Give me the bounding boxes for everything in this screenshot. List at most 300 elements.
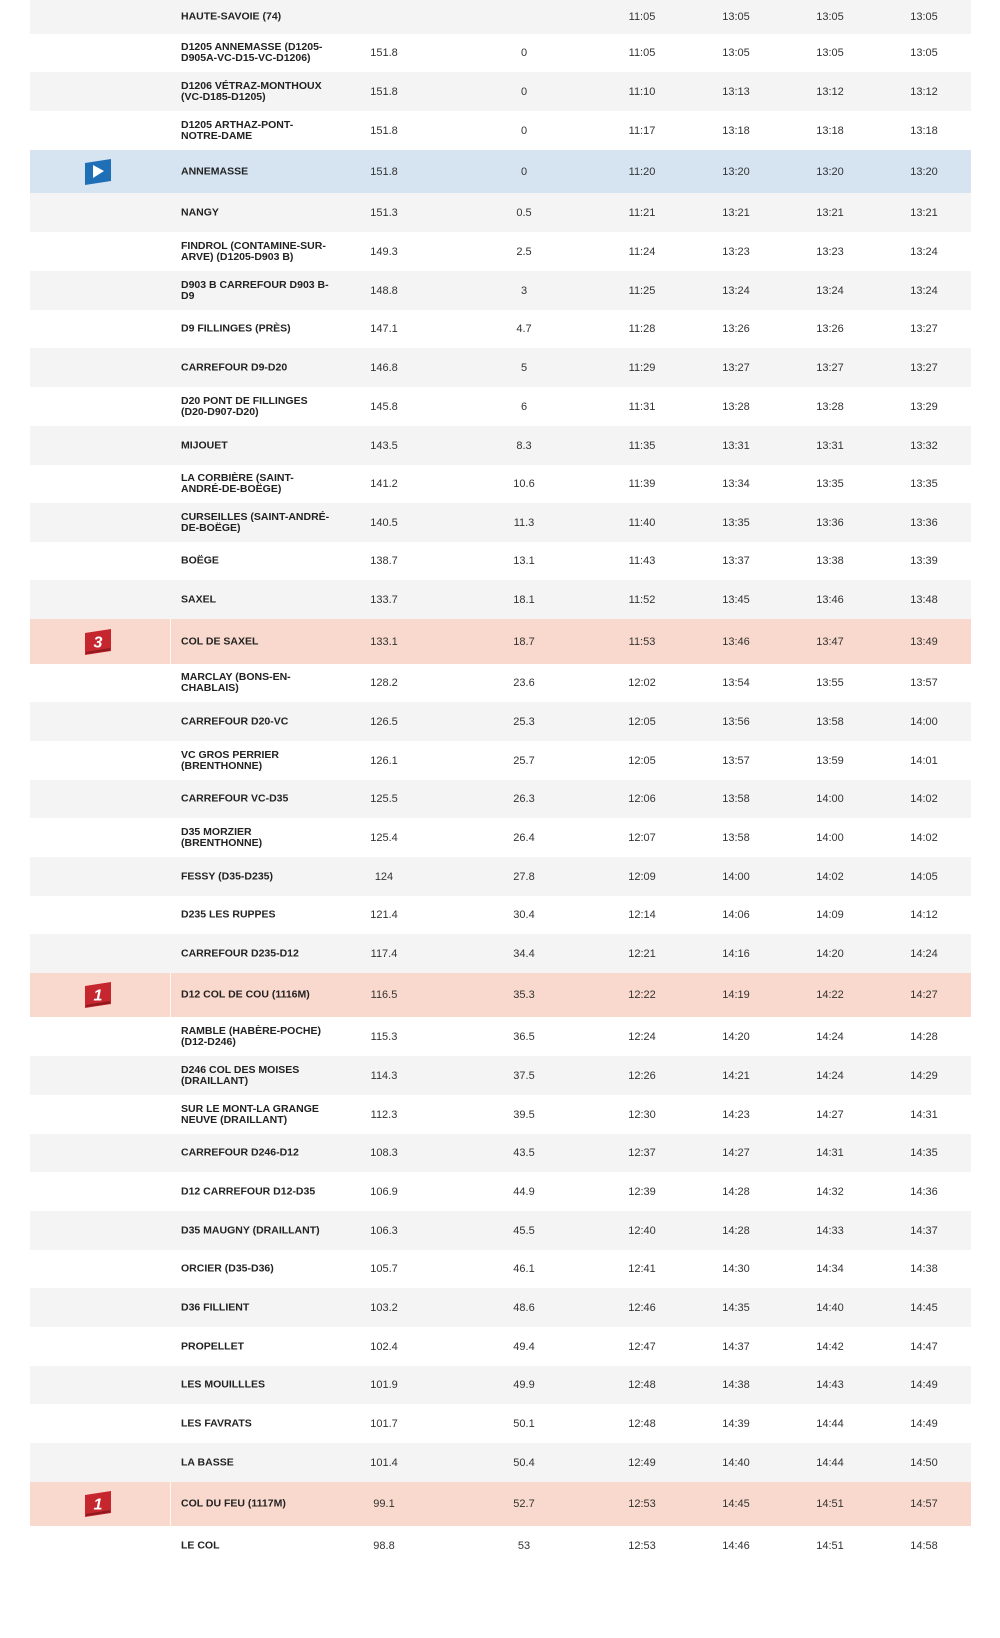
km-covered: 49.4	[513, 1340, 535, 1353]
km-remaining: 126.5	[370, 715, 398, 728]
time-schedule-3: 13:35	[816, 478, 844, 490]
time-schedule-4: 14:45	[910, 1301, 938, 1314]
km-remaining: 99.1	[373, 1498, 395, 1510]
time-schedule-1: 12:41	[628, 1263, 656, 1275]
time-schedule-3: 13:20	[816, 165, 844, 178]
time-schedule-3: 14:20	[816, 947, 844, 960]
km-remaining: 141.2	[370, 478, 398, 490]
table-row	[30, 1404, 971, 1443]
km-covered: 5	[520, 361, 528, 374]
time-schedule-1: 12:48	[628, 1379, 656, 1391]
time-schedule-2: 13:26	[722, 323, 750, 335]
location-name: LA CORBIÈRE (SAINT-ANDRÉ-DE-BOËGE)	[181, 472, 294, 495]
table-row	[30, 72, 971, 111]
time-schedule-3: 13:27	[816, 361, 844, 374]
table-row	[30, 934, 971, 973]
time-schedule-1: 11:10	[628, 85, 656, 98]
location-name: SAXEL	[181, 593, 217, 605]
time-schedule-2: 13:20	[722, 165, 750, 178]
time-schedule-4: 14:28	[910, 1030, 938, 1043]
marker-cell	[30, 818, 170, 857]
location-name: MARCLAY (BONS-EN-CHABLAIS)	[181, 671, 291, 694]
table-row	[30, 1056, 971, 1095]
time-schedule-2: 14:28	[722, 1185, 750, 1198]
time-schedule-1: 12:24	[628, 1030, 656, 1043]
marker-cell	[30, 150, 170, 193]
table-row	[30, 465, 971, 503]
time-schedule-4: 14:58	[910, 1540, 938, 1552]
location-name: ANNEMASSE	[181, 165, 249, 177]
time-schedule-1: 11:25	[628, 284, 656, 297]
time-schedule-2: 13:27	[722, 361, 750, 374]
km-covered: 25.7	[513, 754, 535, 767]
time-schedule-3: 14:02	[816, 870, 844, 883]
marker-cell	[30, 1250, 170, 1288]
time-schedule-3: 14:40	[816, 1301, 844, 1314]
km-covered: 30.4	[513, 909, 535, 921]
km-remaining: 146.8	[370, 361, 398, 374]
km-remaining: 126.1	[370, 754, 398, 767]
km-covered: 50.1	[513, 1417, 535, 1430]
location-name: LA BASSE	[181, 1456, 234, 1468]
time-schedule-4: 13:24	[910, 284, 938, 297]
location-name: PROPELLET	[181, 1340, 245, 1352]
location-name: CURSEILLES (SAINT-ANDRÉ-DE-BOËGE)	[181, 510, 330, 534]
time-schedule-2: 14:23	[722, 1108, 750, 1121]
marker-cell	[30, 619, 171, 664]
km-remaining: 101.9	[370, 1379, 398, 1391]
km-covered: 18.1	[513, 593, 535, 606]
table-row	[30, 741, 971, 780]
time-schedule-2: 14:21	[722, 1069, 750, 1082]
time-schedule-2: 14:35	[722, 1301, 750, 1314]
table-row	[30, 780, 971, 818]
time-schedule-2: 13:28	[722, 400, 750, 413]
time-schedule-4: 13:48	[910, 593, 938, 606]
km-covered: 10.6	[513, 478, 535, 490]
time-schedule-4: 14:31	[910, 1108, 938, 1121]
category-1-climb-icon	[82, 1489, 114, 1519]
time-schedule-4: 14:49	[910, 1379, 938, 1391]
km-remaining: 117.4	[370, 947, 398, 960]
time-schedule-4: 14:35	[910, 1147, 938, 1159]
table-row	[30, 1211, 971, 1250]
time-schedule-4: 13:27	[910, 323, 938, 335]
time-schedule-1: 11:29	[628, 361, 656, 374]
km-remaining: 151.8	[370, 165, 398, 178]
marker-cell	[30, 857, 170, 896]
marker-cell	[30, 271, 170, 310]
time-schedule-2: 13:57	[722, 754, 750, 767]
table-row	[30, 426, 971, 465]
km-remaining: 124	[374, 870, 394, 883]
time-schedule-4: 13:21	[910, 206, 938, 219]
time-schedule-2: 13:21	[722, 206, 750, 219]
table-row	[30, 702, 971, 741]
time-schedule-1: 12:46	[628, 1301, 656, 1314]
time-schedule-1: 12:07	[628, 831, 656, 844]
marker-cell	[30, 1482, 171, 1526]
marker-cell	[30, 111, 170, 150]
time-schedule-4: 13:18	[910, 124, 938, 137]
km-covered: 0.5	[516, 206, 532, 219]
marker-cell	[30, 387, 170, 426]
location-name: CARREFOUR VC-D35	[181, 792, 289, 805]
km-covered: 4.7	[516, 323, 532, 335]
table-row	[30, 232, 971, 271]
location-name: BOËGE	[181, 554, 219, 567]
location-name: D1205 ARTHAZ-PONT-NOTRE-DAME	[181, 118, 294, 142]
location-name: CARREFOUR D9-D20	[181, 361, 288, 373]
marker-cell	[30, 465, 170, 503]
time-schedule-4: 14:01	[910, 754, 938, 767]
km-remaining: 106.9	[370, 1185, 398, 1198]
time-schedule-2: 14:28	[722, 1224, 750, 1237]
km-remaining: 145.8	[370, 400, 398, 413]
time-schedule-1: 11:39	[628, 478, 656, 490]
location-name: D903 B CARREFOUR D903 B-D9	[181, 278, 329, 302]
km-covered: 2.5	[516, 245, 532, 258]
table-row	[30, 193, 971, 232]
time-schedule-3: 14:32	[816, 1185, 844, 1198]
time-schedule-1: 11:43	[628, 555, 656, 567]
time-schedule-4: 14:38	[910, 1263, 938, 1275]
km-covered: 0	[520, 165, 528, 178]
time-schedule-1: 12:37	[628, 1147, 656, 1159]
time-schedule-2: 14:37	[722, 1340, 750, 1353]
km-remaining: 101.7	[370, 1417, 398, 1430]
time-schedule-3: 14:09	[816, 909, 844, 921]
marker-cell	[30, 1017, 170, 1056]
km-covered: 46.1	[513, 1263, 535, 1275]
start-flag-icon	[82, 157, 114, 187]
time-schedule-4: 14:37	[910, 1224, 938, 1237]
time-schedule-1: 11:53	[628, 635, 656, 648]
time-schedule-3: 14:27	[816, 1108, 844, 1121]
time-schedule-3: 13:31	[816, 439, 844, 452]
time-schedule-1: 11:05	[628, 47, 656, 59]
km-remaining: 151.3	[370, 206, 398, 219]
time-schedule-2: 13:31	[722, 439, 750, 452]
table-row	[30, 1327, 971, 1366]
time-schedule-3: 14:00	[816, 793, 844, 805]
km-covered: 26.3	[513, 793, 535, 805]
time-schedule-3: 13:05	[816, 47, 844, 59]
time-schedule-4: 13:39	[910, 555, 938, 567]
marker-cell	[30, 0, 170, 34]
km-covered: 18.7	[513, 635, 535, 648]
time-schedule-1: 12:14	[628, 909, 656, 921]
time-schedule-1: 11:35	[628, 439, 656, 452]
time-schedule-3: 13:46	[816, 593, 844, 606]
time-schedule-3: 13:05	[816, 11, 844, 23]
time-schedule-2: 13:54	[722, 677, 750, 689]
time-schedule-1: 11:17	[628, 124, 656, 137]
time-schedule-1: 12:49	[628, 1456, 656, 1469]
km-covered: 0	[520, 47, 528, 59]
time-schedule-1: 12:22	[628, 989, 656, 1001]
table-row	[30, 580, 971, 619]
time-schedule-3: 13:24	[816, 284, 844, 297]
time-schedule-3: 13:21	[816, 206, 844, 219]
km-covered: 44.9	[513, 1185, 535, 1198]
time-schedule-2: 14:40	[722, 1456, 750, 1469]
km-remaining: 148.8	[370, 284, 398, 297]
category-1-climb-icon	[82, 980, 114, 1010]
location-name: D35 MAUGNY (DRAILLANT)	[181, 1224, 320, 1236]
time-schedule-3: 14:00	[816, 831, 844, 844]
time-schedule-1: 11:28	[628, 323, 656, 335]
table-row	[30, 664, 971, 702]
marker-cell	[30, 1095, 170, 1134]
km-remaining: 151.8	[370, 85, 398, 98]
time-schedule-1: 11:52	[628, 593, 656, 606]
marker-cell	[30, 193, 170, 232]
km-remaining: 112.3	[370, 1108, 398, 1121]
km-covered: 53	[517, 1540, 531, 1552]
time-schedule-4: 13:27	[910, 361, 938, 374]
time-schedule-4: 14:57	[910, 1498, 938, 1510]
marker-cell	[30, 34, 170, 72]
time-schedule-3: 14:42	[816, 1340, 844, 1353]
marker-cell	[30, 72, 170, 111]
location-name: FINDROL (CONTAMINE-SUR-ARVE) (D1205-D903 B)	[181, 239, 326, 263]
time-schedule-4: 14:02	[910, 831, 938, 844]
km-remaining: 140.5	[370, 516, 398, 529]
time-schedule-1: 12:53	[628, 1498, 656, 1510]
time-schedule-1: 11:40	[628, 516, 656, 529]
table-row	[30, 150, 971, 193]
time-schedule-2: 14:06	[722, 909, 750, 921]
km-covered: 23.6	[513, 677, 535, 689]
climb-category: 1	[93, 1496, 103, 1514]
time-schedule-2: 13:18	[722, 124, 750, 137]
km-remaining: 103.2	[370, 1301, 398, 1314]
time-schedule-2: 14:16	[722, 947, 750, 960]
marker-cell	[30, 1327, 170, 1366]
marker-cell	[30, 973, 171, 1017]
time-schedule-3: 14:44	[816, 1417, 844, 1430]
km-remaining: 98.8	[373, 1540, 395, 1552]
time-schedule-2: 13:13	[722, 85, 750, 98]
km-remaining: 121.4	[370, 909, 398, 921]
km-remaining: 102.4	[370, 1340, 398, 1353]
location-name: SUR LE MONT-LA GRANGE NEUVE (DRAILLANT)	[181, 1102, 319, 1126]
time-schedule-4: 14:36	[910, 1185, 938, 1198]
km-covered: 0	[520, 85, 528, 98]
time-schedule-1: 12:05	[628, 754, 656, 767]
location-name: NANGY	[181, 206, 219, 218]
km-remaining: 114.3	[370, 1069, 398, 1082]
time-schedule-2: 14:46	[722, 1540, 750, 1552]
location-name: CARREFOUR D20-VC	[181, 715, 289, 727]
time-schedule-2: 14:27	[722, 1147, 750, 1159]
time-schedule-3: 13:12	[816, 85, 844, 98]
location-name: COL DU FEU (1117M)	[181, 1497, 286, 1510]
time-schedule-3: 13:23	[816, 245, 844, 258]
marker-cell	[30, 580, 170, 619]
km-covered: 3	[520, 284, 528, 297]
marker-cell	[30, 1404, 170, 1443]
time-schedule-2: 13:37	[722, 555, 750, 567]
location-name: D12 COL DE COU (1116M)	[181, 988, 310, 1001]
km-remaining: 151.8	[370, 47, 398, 59]
table-row	[30, 1482, 971, 1526]
location-name: D235 LES RUPPES	[181, 908, 276, 921]
table-row	[30, 1288, 971, 1327]
km-covered: 49.9	[513, 1379, 535, 1391]
location-name: D36 FILLIENT	[181, 1301, 250, 1313]
time-schedule-1: 12:21	[628, 947, 656, 960]
time-schedule-4: 14:27	[910, 989, 938, 1001]
km-covered: 27.8	[513, 870, 535, 883]
table-row	[30, 1526, 971, 1566]
time-schedule-3: 13:47	[816, 635, 844, 648]
time-schedule-4: 14:12	[910, 909, 938, 921]
time-schedule-1: 11:31	[628, 400, 656, 413]
marker-cell	[30, 1134, 170, 1172]
time-schedule-4: 14:24	[910, 947, 938, 960]
table-row	[30, 619, 971, 664]
time-schedule-1: 12:48	[628, 1417, 656, 1430]
time-schedule-3: 14:51	[816, 1498, 844, 1510]
time-schedule-1: 11:24	[628, 245, 656, 258]
table-row	[30, 0, 971, 34]
table-row	[30, 1017, 971, 1056]
table-row	[30, 503, 971, 542]
time-schedule-1: 12:02	[628, 677, 656, 689]
km-remaining: 108.3	[370, 1147, 398, 1159]
table-row	[30, 1366, 971, 1404]
marker-cell	[30, 1526, 170, 1566]
km-remaining: 125.5	[370, 793, 398, 805]
time-schedule-1: 11:05	[628, 11, 656, 23]
km-covered: 35.3	[513, 989, 535, 1001]
table-row	[30, 310, 971, 348]
time-schedule-1: 12:53	[628, 1540, 656, 1552]
time-schedule-3: 13:36	[816, 516, 844, 529]
table-row	[30, 1095, 971, 1134]
marker-cell	[30, 1366, 170, 1404]
location-name: CARREFOUR D235-D12	[181, 947, 299, 959]
km-remaining: 106.3	[370, 1224, 398, 1237]
time-schedule-4: 14:49	[910, 1417, 938, 1430]
time-schedule-1: 12:26	[628, 1069, 656, 1082]
time-schedule-2: 14:45	[722, 1498, 750, 1510]
time-schedule-3: 14:22	[816, 989, 844, 1001]
km-covered: 36.5	[513, 1030, 535, 1043]
location-name: LES FAVRATS	[181, 1417, 252, 1429]
time-schedule-2: 13:24	[722, 284, 750, 297]
climb-category: 3	[93, 634, 103, 651]
km-covered: 34.4	[513, 947, 535, 960]
climb-category: 1	[93, 987, 103, 1005]
marker-cell	[30, 310, 170, 348]
time-schedule-2: 13:05	[722, 47, 750, 59]
location-name: D1205 ANNEMASSE (D1205-D905A-VC-D15-VC-D1206)	[181, 41, 323, 64]
table-row	[30, 973, 971, 1017]
time-schedule-3: 13:26	[816, 323, 844, 335]
time-schedule-3: 14:31	[816, 1147, 844, 1159]
time-schedule-4: 13:36	[910, 516, 938, 529]
km-remaining: 149.3	[370, 245, 398, 258]
location-name: D1206 VÉTRAZ-MONTHOUX (VC-D185-D1205)	[181, 79, 322, 103]
time-schedule-2: 14:30	[722, 1263, 750, 1275]
time-schedule-2: 14:20	[722, 1030, 750, 1043]
time-schedule-1: 12:39	[628, 1185, 656, 1198]
time-schedule-2: 13:56	[722, 715, 750, 728]
marker-cell	[30, 1211, 170, 1250]
marker-cell	[30, 348, 170, 387]
km-covered: 8.3	[516, 439, 532, 452]
time-schedule-1: 12:30	[628, 1108, 656, 1121]
table-row	[30, 271, 971, 310]
time-schedule-3: 13:59	[816, 754, 844, 767]
time-schedule-3: 13:38	[816, 555, 844, 567]
location-name: COL DE SAXEL	[181, 635, 259, 647]
time-schedule-2: 14:19	[722, 989, 750, 1001]
time-schedule-1: 11:21	[628, 206, 656, 219]
km-covered: 13.1	[513, 555, 535, 567]
location-name: HAUTE-SAVOIE (74)	[181, 10, 282, 23]
km-covered: 48.6	[513, 1301, 535, 1314]
table-row	[30, 818, 971, 857]
km-covered: 43.5	[513, 1147, 535, 1159]
time-schedule-1: 11:20	[628, 165, 656, 178]
time-schedule-4: 13:29	[910, 400, 938, 413]
time-schedule-3: 13:55	[816, 677, 844, 689]
marker-cell	[30, 503, 170, 542]
table-row	[30, 1443, 971, 1482]
time-schedule-2: 13:35	[722, 516, 750, 529]
location-name: LE COL	[181, 1539, 220, 1552]
time-schedule-4: 14:02	[910, 793, 938, 805]
table-row	[30, 348, 971, 387]
km-covered: 52.7	[513, 1498, 535, 1510]
km-remaining: 143.5	[370, 439, 398, 452]
marker-cell	[30, 232, 170, 271]
time-schedule-2: 14:39	[722, 1417, 750, 1430]
km-remaining: 128.2	[370, 677, 398, 689]
time-schedule-3: 14:24	[816, 1030, 844, 1043]
time-schedule-4: 14:05	[910, 870, 938, 883]
time-schedule-4: 13:49	[910, 635, 938, 648]
time-schedule-2: 13:34	[722, 478, 750, 490]
km-covered: 26.4	[513, 831, 535, 844]
time-schedule-3: 14:43	[816, 1379, 844, 1391]
time-schedule-4: 14:47	[910, 1340, 938, 1353]
km-covered: 39.5	[513, 1108, 535, 1121]
table-row	[30, 387, 971, 426]
location-name: D20 PONT DE FILLINGES (D20-D907-D20)	[181, 394, 308, 418]
time-schedule-2: 13:58	[722, 831, 750, 844]
location-name: D35 MORZIER (BRENTHONNE)	[181, 825, 263, 849]
time-schedule-2: 14:38	[722, 1379, 750, 1391]
table-row	[30, 34, 971, 72]
time-schedule-4: 13:05	[910, 47, 938, 59]
table-row	[30, 542, 971, 580]
time-schedule-4: 13:24	[910, 245, 938, 258]
location-name: LES MOUILLLES	[181, 1378, 265, 1391]
time-schedule-4: 13:20	[910, 165, 938, 178]
time-schedule-4: 13:32	[910, 439, 938, 452]
category-3-climb-icon	[82, 627, 114, 657]
table-row	[30, 857, 971, 896]
time-schedule-2: 13:46	[722, 635, 750, 648]
marker-cell	[30, 741, 170, 780]
location-name: D9 FILLINGES (PRÈS)	[181, 322, 291, 335]
time-schedule-2: 13:58	[722, 793, 750, 805]
